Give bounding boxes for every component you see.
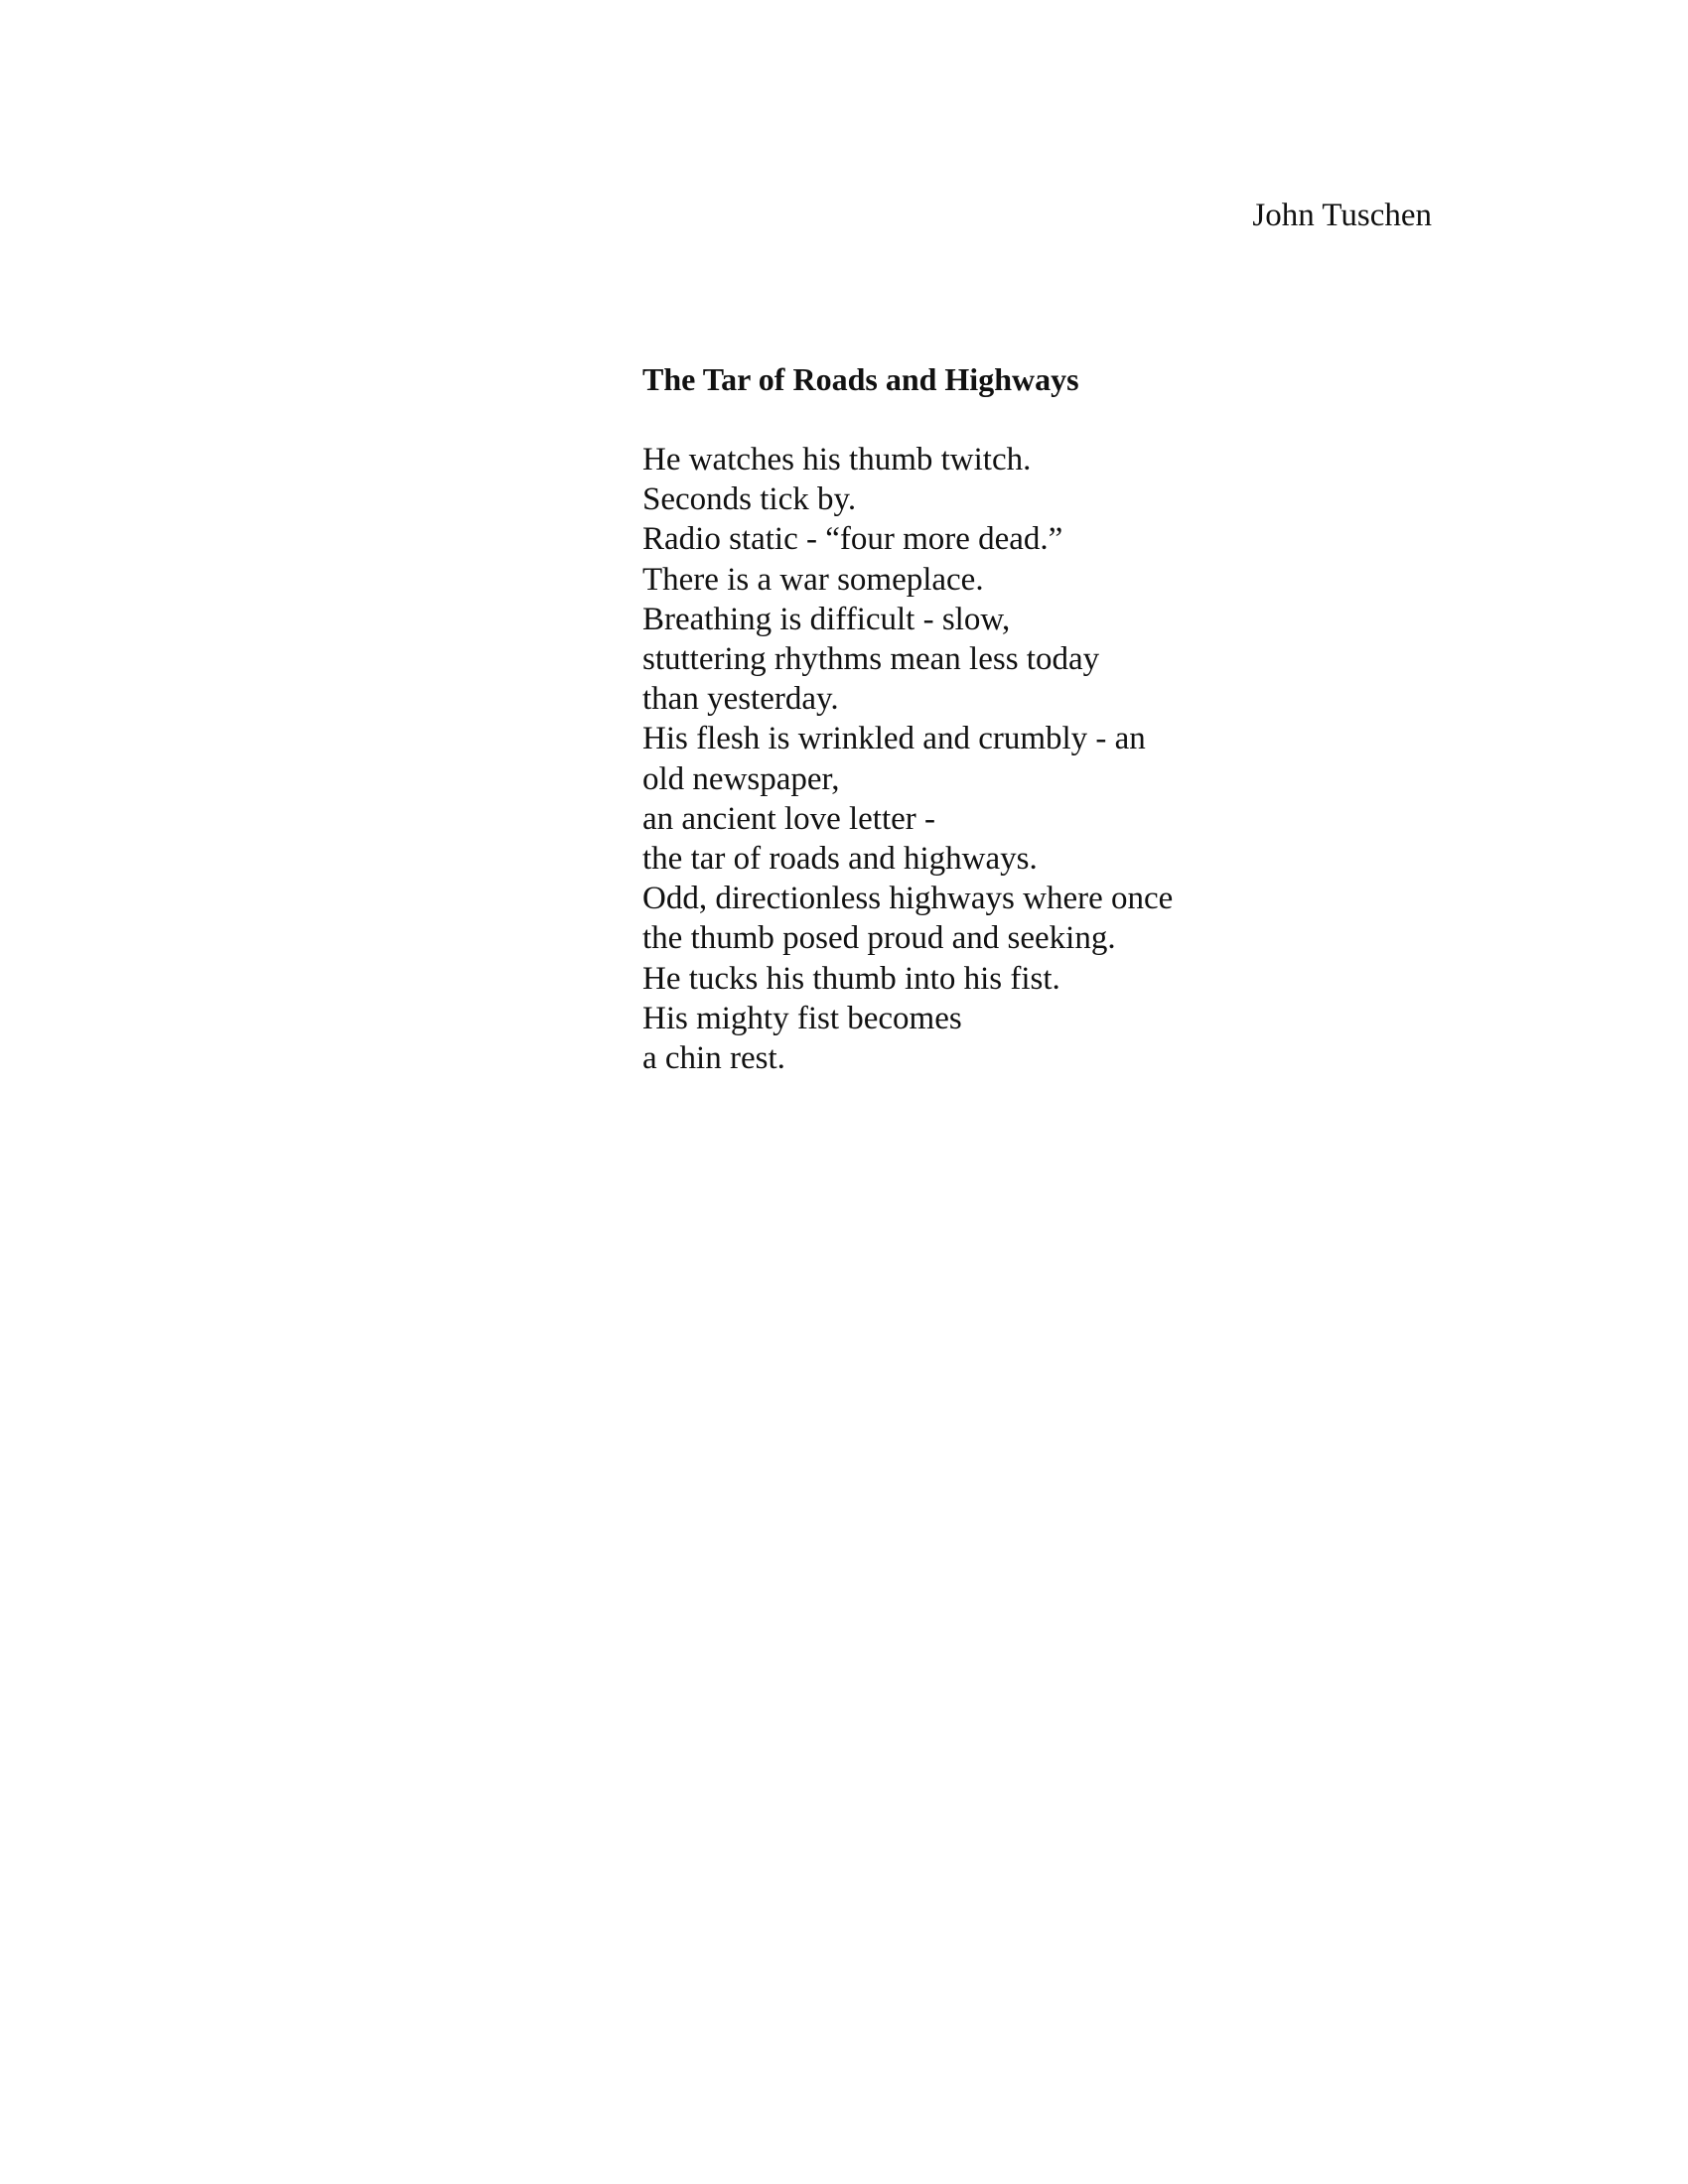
poem-title: The Tar of Roads and Highways: [642, 361, 1079, 397]
poem-line: Odd, directionless highways where once: [642, 881, 1174, 917]
poem-line: stuttering rhythms mean less today: [642, 641, 1100, 678]
poem-line: than yesterday.: [642, 681, 839, 718]
poem-line: a chin rest.: [642, 1040, 785, 1077]
poem-line: the tar of roads and highways.: [642, 841, 1038, 878]
poem-line: He watches his thumb twitch.: [642, 442, 1032, 478]
poem-line: Seconds tick by.: [642, 481, 857, 518]
poem-line: an ancient love letter -: [642, 800, 936, 837]
author-name: John Tuschen: [1252, 198, 1432, 233]
poem-line: His flesh is wrinkled and crumbly - an: [642, 721, 1146, 757]
poem-line: Breathing is difficult - slow,: [642, 601, 1011, 637]
poem-body: [642, 440, 1258, 1078]
poem-line: old newspaper,: [642, 760, 840, 797]
poem-line: He tucks his thumb into his fist.: [642, 960, 1060, 997]
poem-line: His mighty fist becomes: [642, 1000, 962, 1036]
poem-line: There is a war someplace.: [642, 561, 984, 598]
poem: [642, 359, 1258, 1078]
poem-line: the thumb posed proud and seeking.: [642, 920, 1116, 957]
poem-line: Radio static - “four more dead.”: [642, 521, 1063, 558]
